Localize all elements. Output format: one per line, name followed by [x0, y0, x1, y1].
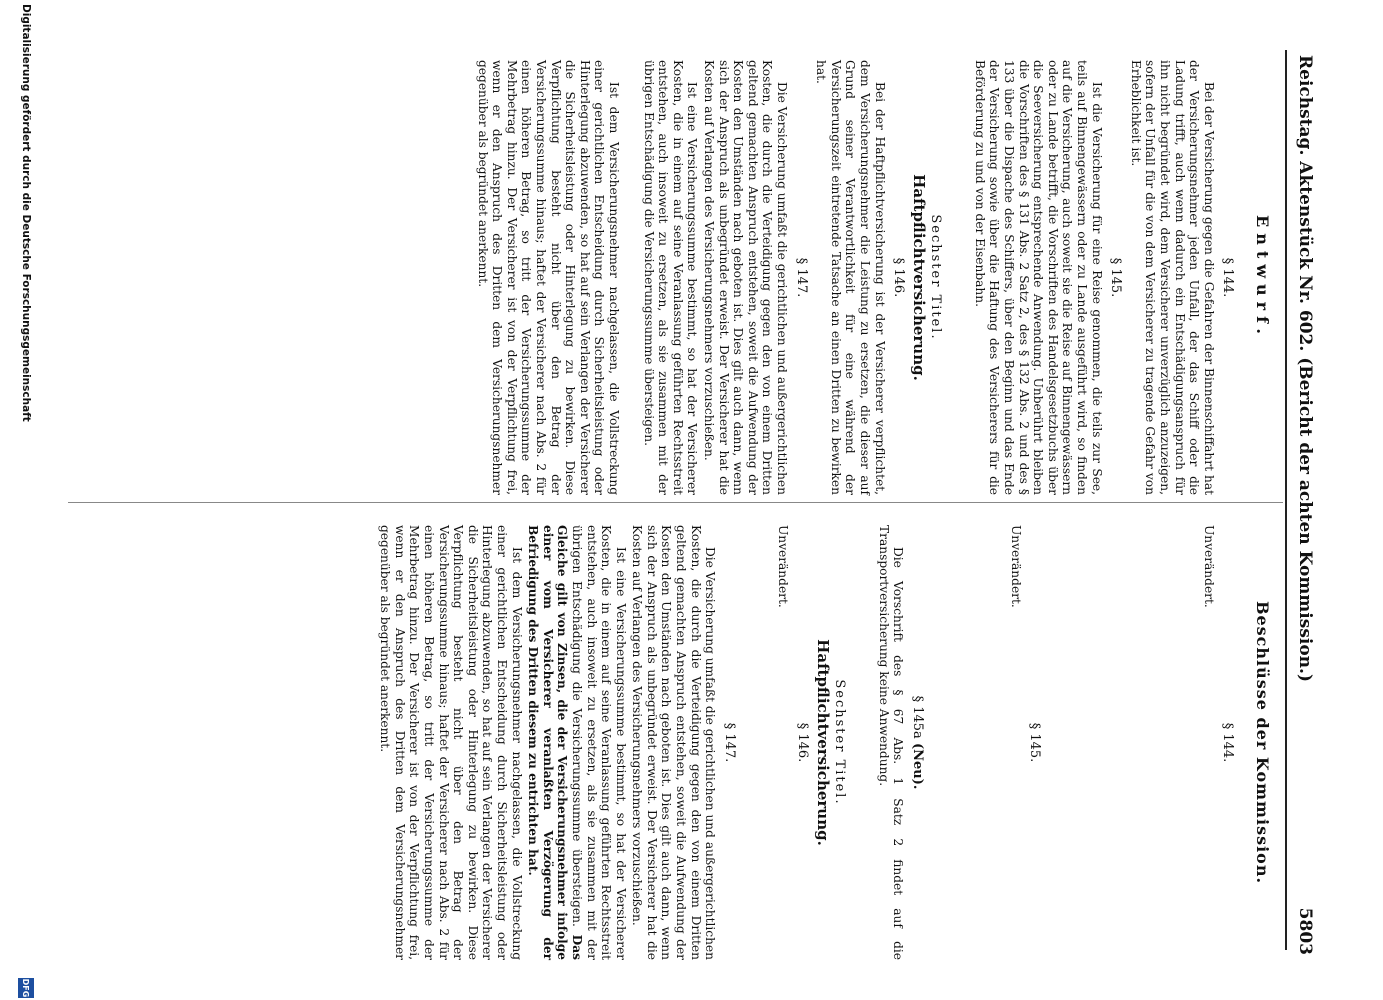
section-heading-144: § 144. [1220, 257, 1236, 298]
section-text-144: Bei der Versicherung gegen die Gefahren der Binnenschiffahrt hat der Versicherungsnehmer jeden Unfall, der das Schiff oder die Ladung trifft, auch wenn dadurch ein Entschädigungsanspruch für ihn nicht begründet wird, dem Versicherer unverzüglich anzuzeigen, sofern der Unfall für die von dem Versicherer zu tragende Gefahr von Erheblichkeit ist. [1128, 60, 1216, 495]
section-heading-146: § 146. [795, 722, 811, 763]
section-text-145: Ist die Versicherung für eine Reise genommen, die teils zur See, teils auf Binnengewässern oder zu Lande ausgeführt wird, so finden auf die Versicherung, auch soweit sie die Reise auf Binnengewässern oder zu Lande betrifft, die Vorschriften des Handelsgesetzbuchs über die Seeversicherung entsprechende Anwendung. Unberührt bleiben die Vorschriften des § 131 Abs. 2 Satz 2, des § 132 Abs. 2 und des § 133 über die Dispache des Schiffers, über den Beginn und das Ende der Versicherung sowie über die Haftung des Versicherers für die Beförderung zu und von der Eisenbahn. [972, 60, 1104, 495]
draft-column [473, 60, 1283, 495]
commission-column-title: Beschlüsse der Kommission. [1253, 600, 1272, 885]
dfg-logo-icon: DFG [18, 978, 34, 998]
title-heading: Sechster Titel. [832, 679, 848, 806]
section-text-147-p3: Ist dem Versicherungsnehmer nachgelassen, die Vollstreckung einer gerichtlichen Entscheidung durch Sicherheitsleistung oder Hinterlegung abzuwenden, so hat auf sein Verlangen der Versicherer die Sicherheitsleistung oder Hinterlegung zu bewirken. Diese Verpflichtung besteht nicht über den Betrag der Versicherungssumme hinaus; haftet der Versicherer nach Abs. 2 für einen höheren Betrag, so tritt der Versicherungssumme der Mehrbetrag hinzu. Der Versicherer ist von der Verpflichtung frei, wenn er den Anspruch des Dritten dem Versicherungsnehmer gegenüber als begründet anerkennt. [475, 60, 622, 495]
section-heading-145: § 145. [1108, 257, 1124, 298]
section-heading-147: § 147. [793, 257, 809, 298]
section-text-146: Unverändert. [776, 525, 791, 608]
footer [2, 0, 38, 1000]
title-subheading: Haftpflichtversicherung. [909, 174, 928, 381]
title-heading: Sechster Titel. [928, 214, 944, 341]
section-text-147-p1: Die Versicherung umfaßt die gerichtlichen und außergerichtlichen Kosten, die durch die Verteidigung gegen den von einem Dritten geltend gemachten Anspruch entstehen, soweit die Aufwendung der Kosten den Umständen nach geboten ist. Dies gilt auch dann, wenn sich der Anspruch als unbegründet erweist. Der Versicherer hat die Kosten auf Verlangen des Versicherungsnehmers vorzuschießen. [630, 525, 718, 960]
section-text-146: Bei der Haftpflichtversicherung ist der Versicherer verpflichtet, dem Versicherungsnehmer die Leistung zu ersetzen, die dieser auf Grund seiner Verantwortlichkeit für eine während der Versicherungszeit eintretende Tatsache an einen Dritten zu bewirken hat. [814, 60, 887, 495]
section-text-147-p2-amendment: Das Gleiche gilt von Zinsen, die der Versicherungsnehmer infolge einer vom Versicherer veranlaßten Verzögerung der Befriedigung des Dritten diesem zu entrichten hat. [526, 525, 584, 960]
commission-column [376, 525, 1283, 960]
section-heading-145a [909, 525, 924, 960]
section-heading-145: § 145. [1027, 722, 1043, 763]
digitization-credit: Digitalisierung gefördert durch die Deutsche Forschungsgemeinschaft [20, 4, 32, 422]
section-text-147-p2: Ist eine Versicherungssumme bestimmt, so hat der Versicherer Kosten, die in einem auf seine Veranlassung geführten Rechtsstreit entstehen, auch insoweit zu ersetzen, als sie zusammen mit der übrigen Entschädigung die Versicherungssumme übersteigen. [641, 60, 700, 495]
section-text-147-p3: Ist dem Versicherungsnehmer nachgelassen, die Vollstreckung einer gerichtlichen Entscheidung durch Sicherheitsleistung oder Hinterlegung abzuwenden, so hat auf sein Verlangen der Versicherer die Sicherheitsleistung oder Hinterlegung zu bewirken. Diese Verpflichtung besteht nicht über den Betrag der Versicherungssumme hinaus; haftet der Versicherer nach Abs. 2 für einen höheren Betrag, so tritt der Versicherungssumme der Mehrbetrag hinzu. Der Versicherer ist von der Verpflichtung frei, wenn er den Anspruch des Dritten dem Versicherungsnehmer gegenüber als begründet anerkennt. [378, 525, 524, 960]
section-text-144: Unverändert. [1201, 525, 1216, 608]
header-rule [1285, 50, 1287, 950]
draft-column-title: Entwurf. [1253, 215, 1272, 340]
header-title: Reichstag. Aktenstück Nr. 602. (Bericht der achten Kommission.) [1295, 55, 1315, 683]
section-heading-146: § 146. [891, 257, 907, 298]
page-number: 5803 [1295, 907, 1315, 955]
section-text-147-p1: Die Versicherung umfaßt die gerichtlichen und außergerichtlichen Kosten, die durch die Verteidigung gegen den von einem Dritten geltend gemachten Anspruch entstehen, soweit die Aufwendung der Kosten den Umständen nach geboten ist. Dies gilt auch dann, wenn sich der Anspruch als unbegründet erweist. Der Versicherer hat die Kosten auf Verlangen des Versicherungsnehmers vorzuschießen. [702, 60, 789, 495]
new-marker: (Neu). [910, 742, 926, 790]
section-text-147-p2 [526, 525, 628, 960]
section-text-145: Unverändert. [1008, 525, 1023, 608]
column-divider [68, 502, 1283, 503]
section-heading-147: § 147. [721, 722, 737, 763]
section-text-145a: Die Vorschrift des § 67 Abs. 1 Satz 2 findet auf die Transportversicherung keine Anwendung. [876, 525, 906, 960]
section-number-145a: § 145a [910, 695, 926, 739]
section-text-147-p2-plain: Ist eine Versicherungssumme bestimmt, so hat der Versicherer Kosten, die in einem auf seine Veranlassung geführten Rechtsstreit entstehen, auch insoweit zu ersetzen, als sie zusammen mit der übrigen Entschädigung die Versicherungssumme übersteigen. [569, 525, 628, 960]
section-heading-144: § 144. [1220, 722, 1236, 763]
title-subheading: Haftpflichtversicherung. [813, 639, 832, 846]
page-header [1285, 55, 1315, 955]
